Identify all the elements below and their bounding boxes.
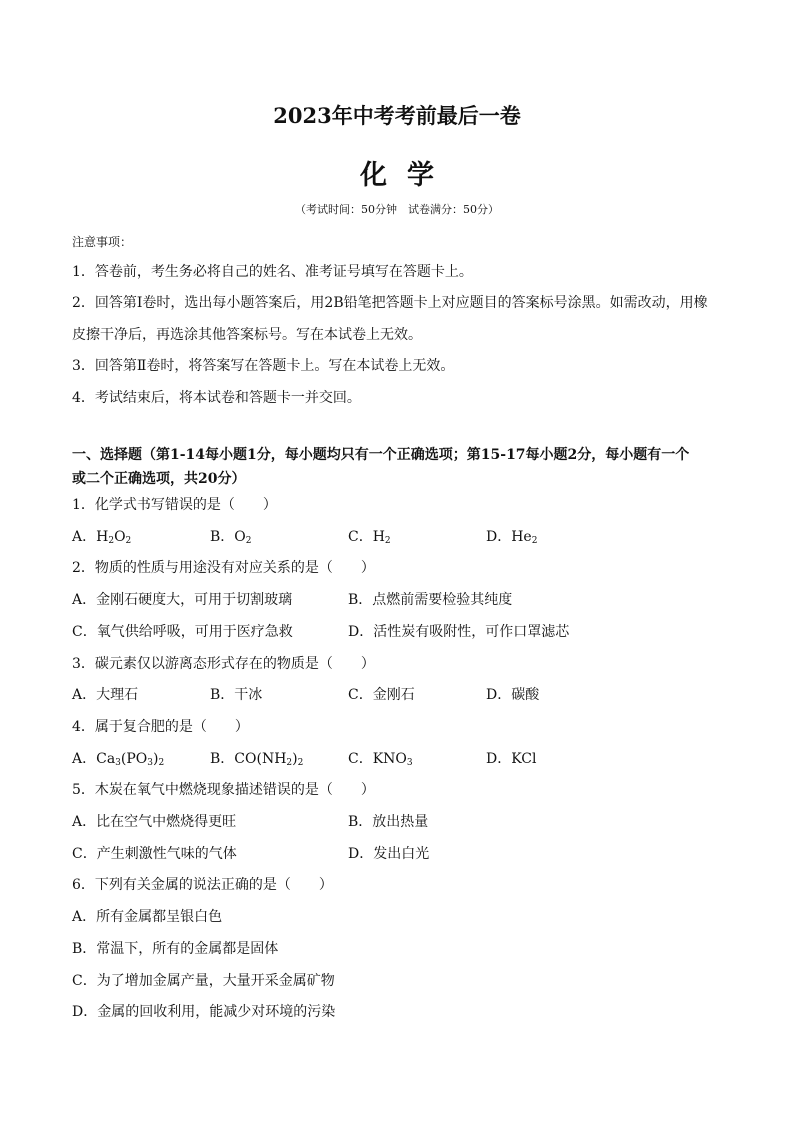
question-stem: 6．下列有关金属的说法正确的是（ ） — [72, 877, 333, 893]
notes-heading: 注意事项： — [72, 235, 133, 249]
option-c: C．$KNO_3$ — [348, 751, 413, 768]
option-a: A．$Ca_3(PO_3)_2$ — [72, 751, 165, 768]
section-heading-line: 或二个正确选项，共20分） — [72, 471, 246, 487]
question-stem: 1．化学式书写错误的是（ ） — [72, 497, 277, 513]
option-a: A．金刚石硬度大，可用于切割玻璃 — [72, 592, 293, 608]
option-a: A．所有金属都呈银白色 — [72, 909, 223, 925]
option-d: D．活性炭有吸附性，可作口罩滤芯 — [348, 624, 570, 640]
subject-title: 化学 — [360, 160, 454, 191]
note-item: 3．回答第Ⅱ卷时，将答案写在答题卡上。写在本试卷上无效。 — [72, 358, 455, 374]
option-b: B．$O_2$ — [210, 529, 252, 546]
option-d: D．金属的回收利用，能减少对环境的污染 — [72, 1004, 336, 1020]
section-heading — [72, 443, 732, 491]
option-a: A．$H_2O_2$ — [72, 529, 132, 546]
option-c: C．金刚石 — [348, 687, 415, 703]
note-item: 皮擦干净后，再选涂其他答案标号。写在本试卷上无效。 — [72, 327, 422, 343]
option-b: B．放出热量 — [348, 814, 429, 830]
option-a: A．大理石 — [72, 687, 139, 703]
option-c: C．产生刺激性气味的气体 — [72, 846, 237, 862]
option-b: B．点燃前需要检验其纯度 — [348, 592, 513, 608]
question-stem: 3．碳元素仅以游离态形式存在的物质是（ ） — [72, 656, 375, 672]
question-stem: 4．属于复合肥的是（ ） — [72, 719, 249, 735]
option-a: A．比在空气中燃烧得更旺 — [72, 814, 237, 830]
option-d: D．KCl — [486, 751, 537, 767]
option-b: B．常温下，所有的金属都是固体 — [72, 941, 279, 957]
option-d: D．$He_2$ — [486, 529, 538, 546]
note-item: 1．答卷前，考生务必将自己的姓名、准考证号填写在答题卡上。 — [72, 264, 473, 280]
exam-info: （考试时间：50分钟 试卷满分：50分） — [295, 203, 499, 216]
option-d: D．碳酸 — [486, 687, 540, 703]
option-b: B．$CO(NH_2)_2$ — [210, 751, 304, 768]
option-d: D．发出白光 — [348, 846, 430, 862]
option-c: C．氧气供给呼吸，可用于医疗急救 — [72, 624, 293, 640]
note-item: 2．回答第Ⅰ卷时，选出每小题答案后，用2B铅笔把答题卡上对应题目的答案标号涂黑。如需改动，用橡 — [72, 295, 708, 311]
option-c: C．$H_2$ — [348, 529, 391, 546]
exam-title: 2023年中考考前最后一卷 — [273, 103, 521, 128]
question-stem: 2．物质的性质与用途没有对应关系的是（ ） — [72, 560, 375, 576]
option-b: B．干冰 — [210, 687, 263, 703]
option-c: C．为了增加金属产量，大量开采金属矿物 — [72, 973, 335, 989]
question-stem: 5．木炭在氧气中燃烧现象描述错误的是（ ） — [72, 782, 375, 798]
section-heading-line: 一、选择题（第1-14每小题1分，每小题均只有一个正确选项；第15-17每小题2分，每小题有一个 — [72, 447, 690, 463]
note-item: 4．考试结束后，将本试卷和答题卡一并交回。 — [72, 390, 361, 406]
